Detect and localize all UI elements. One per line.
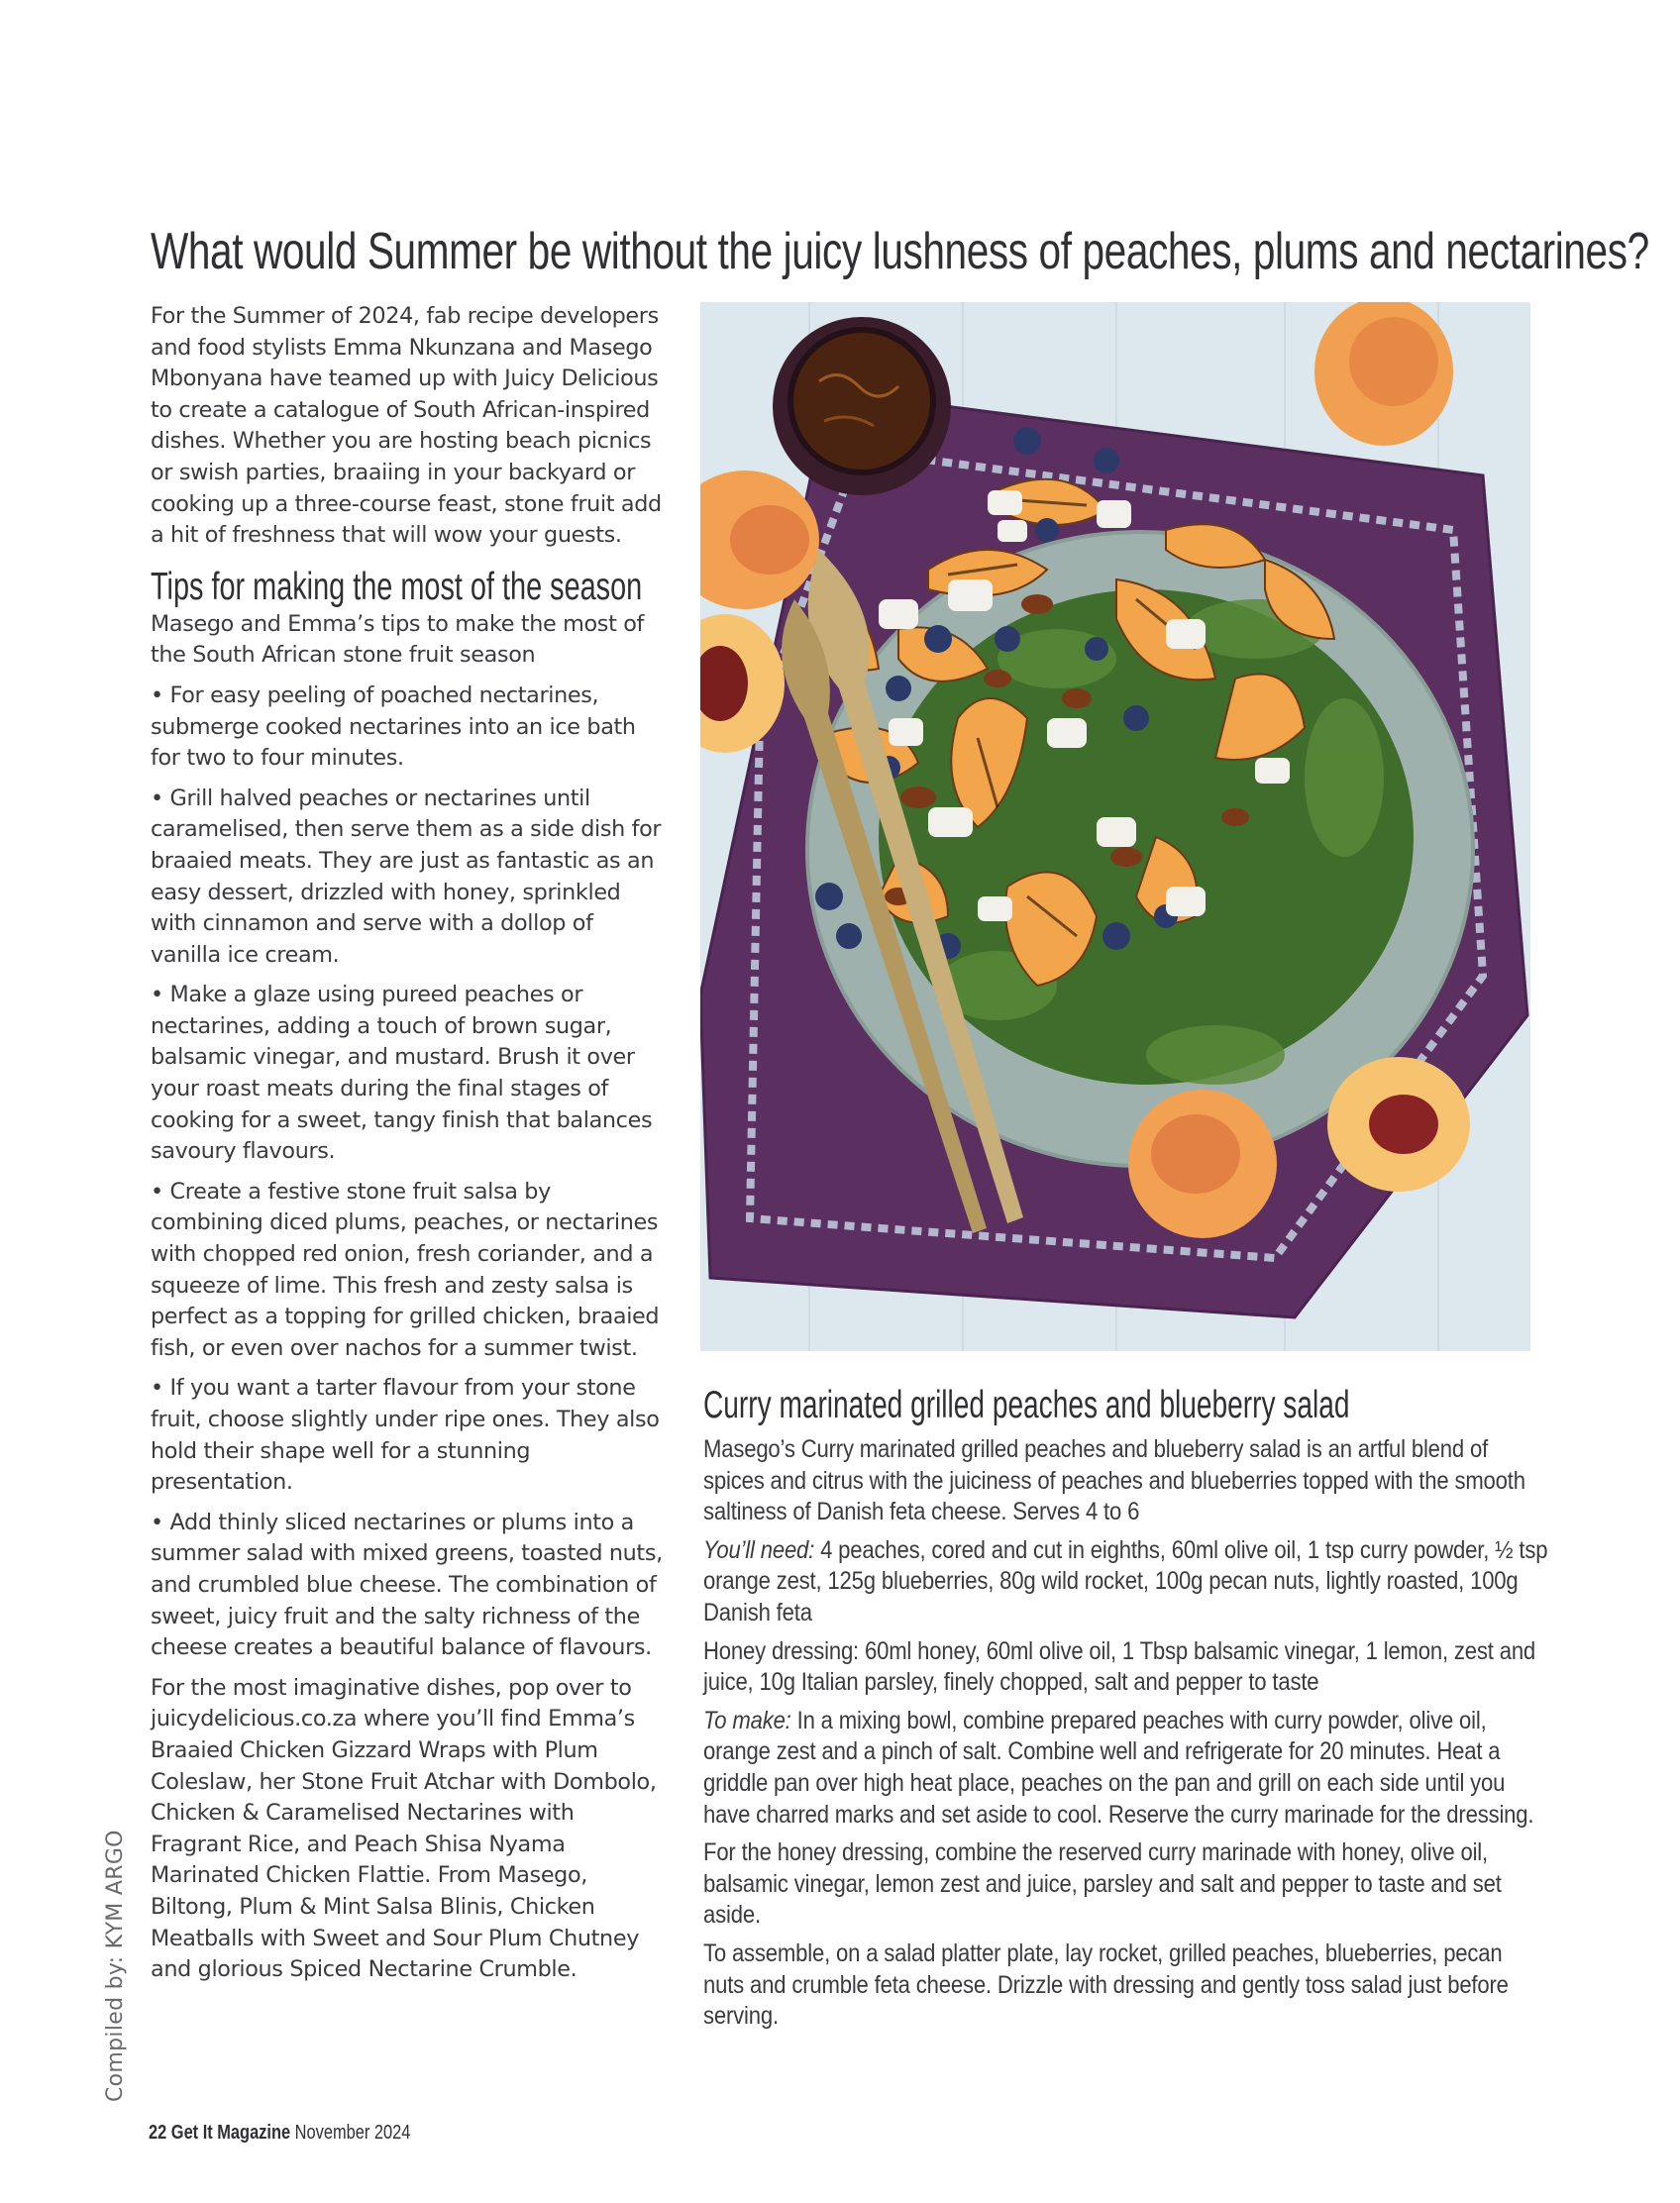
intro-paragraph: For the Summer of 2024, fab recipe developers and food stylists Emma Nkunzana and Masego Mbonyana have teamed up with Juicy Delicious to create a catalogue of South African-inspired dishes. Whether you are hosting beach picnics or swish parties, braaiing in your backyard or cooking up a three-course feast, stone fruit add a hit of freshness that will wow your guests. (151, 303, 662, 549)
tip-item: • For easy peeling of poached nectarines, submerge cooked nectarines into an ice bath for two to four minutes. (151, 682, 636, 772)
dressing-glass (773, 317, 951, 495)
recipe-title: Curry marinated grilled peaches and blueberry salad (703, 1384, 1350, 1426)
method-text: In a mixing bowl, combine prepared peaches with curry powder, olive oil, orange zest and a pinch of salt. Combine well and refrigerate for 20 minutes. Heat a griddle pan over high heat place, peaches on the pan and grill on each side until you have charred marks and set aside to cool. Reserve the curry marinade for the dressing. (703, 1706, 1534, 1829)
recipe-dressing-method: For the honey dressing, combine the reserved curry marinade with honey, olive oil, balsamic vinegar, lemon zest and juice, parsley and salt and pepper to taste and set aside. (703, 1838, 1502, 1930)
tip-item: • Create a festive stone fruit salsa by combining diced plums, peaches, or nectarines with chopped red onion, fresh coriander, and a squeeze of lime. This fresh and zesty salsa is perfect as a topping for grilled chicken, braaied fish, or even over nachos for a summer twist. (151, 1178, 660, 1361)
ingredients-text: 4 peaches, cored and cut in eighths, 60ml olive oil, 1 tsp curry powder, ½ tsp orange zest, 125g blueberries, 80g wild rocket, 100g pecan nuts, lightly roasted, 100g Danish feta (703, 1535, 1548, 1626)
publication-name: Get It Magazine (170, 2122, 291, 2144)
tips-subheading: Masego and Emma’s tips to make the most of the South African stone fruit season (151, 610, 644, 669)
recipe-intro: Masego’s Curry marinated grilled peaches and blueberry salad is an artful blend of spices and citrus with the juiciness of peaches and blueberries topped with the smooth saltiness of Danish feta cheese. Serves 4 to 6 (703, 1435, 1525, 1526)
tip-item: • Add thinly sliced nectarines or plums into a summer salad with mixed greens, toasted nuts, and crumbled blue cheese. The combination of sweet, juicy fruit and the salty richness of the cheese creates a beautiful balance of flavours. (151, 1509, 663, 1661)
closing-paragraph: For the most imaginative dishes, pop over to juicydelicious.co.za where you’ll find Emma’s Braaied Chicken Gizzard Wraps with Plum Coleslaw, her Stone Fruit Atchar with Dombolo, Chicken & Caramelised Nectarines with Fragrant Rice, and Peach Shisa Nyama Marinated Chicken Flattie. From Masego, Biltong, Plum & Mint Salsa Blinis, Chicken Meatballs with Sweet and Sour Plum Chutney and glorious Spiced Nectarine Crumble. (151, 1674, 657, 1983)
ingredients-label: You’ll need: (703, 1535, 815, 1564)
recipe-dressing: Honey dressing: 60ml honey, 60ml olive oil, 1 Tbsp balsamic vinegar, 1 lemon, zest and juice, 10g Italian parsley, finely chopped, salt and pepper to taste (703, 1636, 1536, 1697)
method-label: To make: (703, 1706, 791, 1734)
salad-photo (700, 302, 1530, 1351)
page-footer (149, 2122, 410, 2145)
tip-item: • If you want a tarter flavour from your stone fruit, choose slightly under ripe ones. They also hold their shape well for a stunning presentation. (151, 1375, 660, 1496)
photo-credit: Compiled by: KYM ARGO (103, 1830, 128, 2102)
page-number: 22 (149, 2122, 167, 2144)
page-title: What would Summer be without the juicy lushness of peaches, plums and nectarines? (151, 223, 1649, 280)
recipe-ingredients (703, 1535, 1548, 1629)
tips-heading: Tips for making the most of the season (151, 565, 643, 608)
tip-item: • Grill halved peaches or nectarines until caramelised, then serve them as a side dish for braaied meats. They are just as fantastic as an easy dessert, drizzled with honey, sprinkled with cinnamon and serve with a dollop of vanilla ice cream. (151, 785, 662, 968)
recipe-assemble: To assemble, on a salad platter plate, lay rocket, grilled peaches, blueberries, pecan nuts and crumble feta cheese. Drizzle with dressing and gently toss salad just before serving. (703, 1939, 1509, 2031)
issue-date: November 2024 (294, 2122, 411, 2144)
tip-item: • Make a glaze using pureed peaches or nectarines, adding a touch of brown sugar, balsamic vinegar, and mustard. Brush it over your roast meats during the final stages of cooking for a sweet, tangy finish that balances savoury flavours. (151, 982, 653, 1165)
recipe-column (703, 1381, 1548, 2040)
recipe-method (703, 1706, 1548, 1831)
left-column (151, 301, 666, 1995)
